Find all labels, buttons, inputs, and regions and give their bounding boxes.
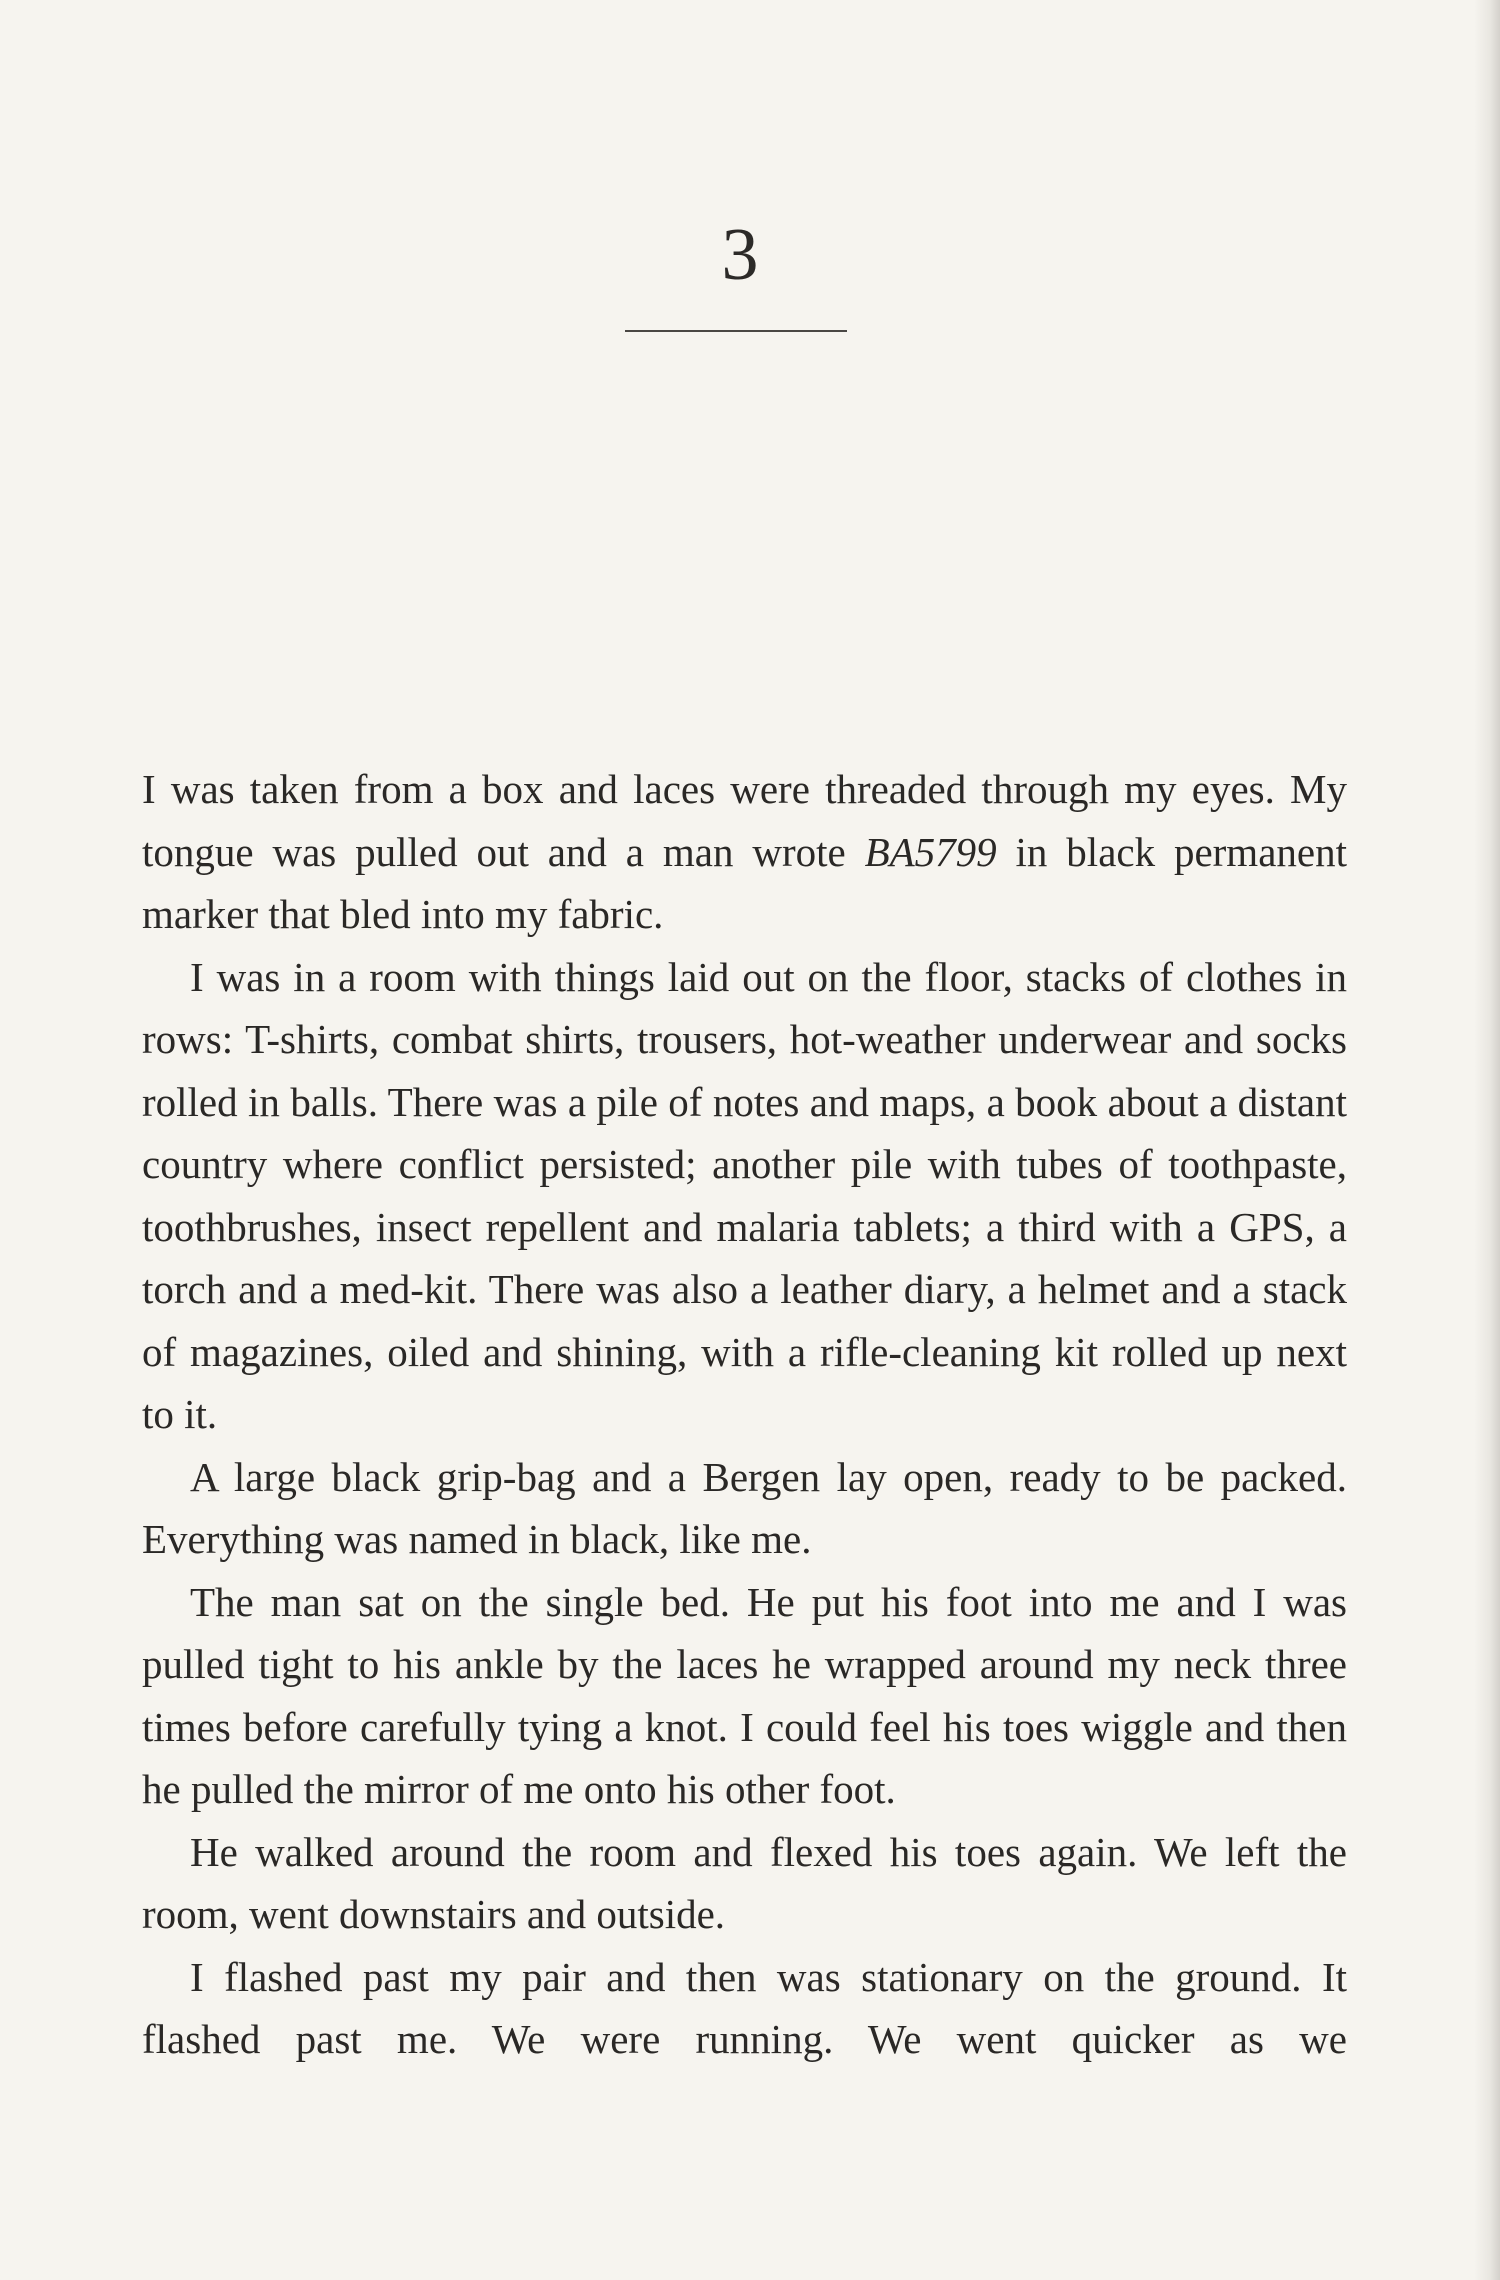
paragraph-1 — [142, 758, 1347, 946]
paragraph-6: I flashed past my pair and then was stationary on the ground. It flashed past me. We were running. We went quicker as we — [142, 1953, 1347, 2062]
boot-serial-number: BA5799 — [864, 828, 997, 875]
chapter-rule — [625, 330, 847, 332]
paragraph-5: He walked around the room and flexed his toes again. We left the room, went downstairs and outside. — [142, 1828, 1347, 1937]
paragraph-1-text-a: I was taken from a box and laces were threaded through my eyes. My tongue was pulled out and a man wrote — [142, 766, 1347, 875]
paragraph-1-text-b: in black permanent marker that bled into my fabric. — [142, 828, 1347, 937]
paragraph-4: The man sat on the single bed. He put his foot into me and I was pulled tight to his ankle by the laces he wrapped around my neck three times before carefully tying a knot. I could feel his toes wiggle and then he pulled the mirror of me onto his other foot. — [142, 1578, 1347, 1812]
page-edge-shadow — [1474, 0, 1500, 2280]
chapter-number: 3 — [721, 214, 759, 296]
paragraph-3: A large black grip-bag and a Bergen lay open, ready to be packed. Everything was named in black, like me. — [142, 1453, 1347, 1562]
paragraph-2: I was in a room with things laid out on the floor, stacks of clothes in rows: T-shirts, combat shirts, trousers, hot-weather underwear and socks rolled in balls. There was a pile of notes and maps, a book about a distant country where conflict persisted; another pile with tubes of toothpaste, toothbrushes, insect repellent and malaria tablets; a third with a GPS, a torch and a med-kit. There was also a leather diary, a helmet and a stack of magazines, oiled and shining, with a rifle-cleaning kit rolled up next to it. — [142, 953, 1347, 1437]
body-text — [142, 758, 1347, 2071]
